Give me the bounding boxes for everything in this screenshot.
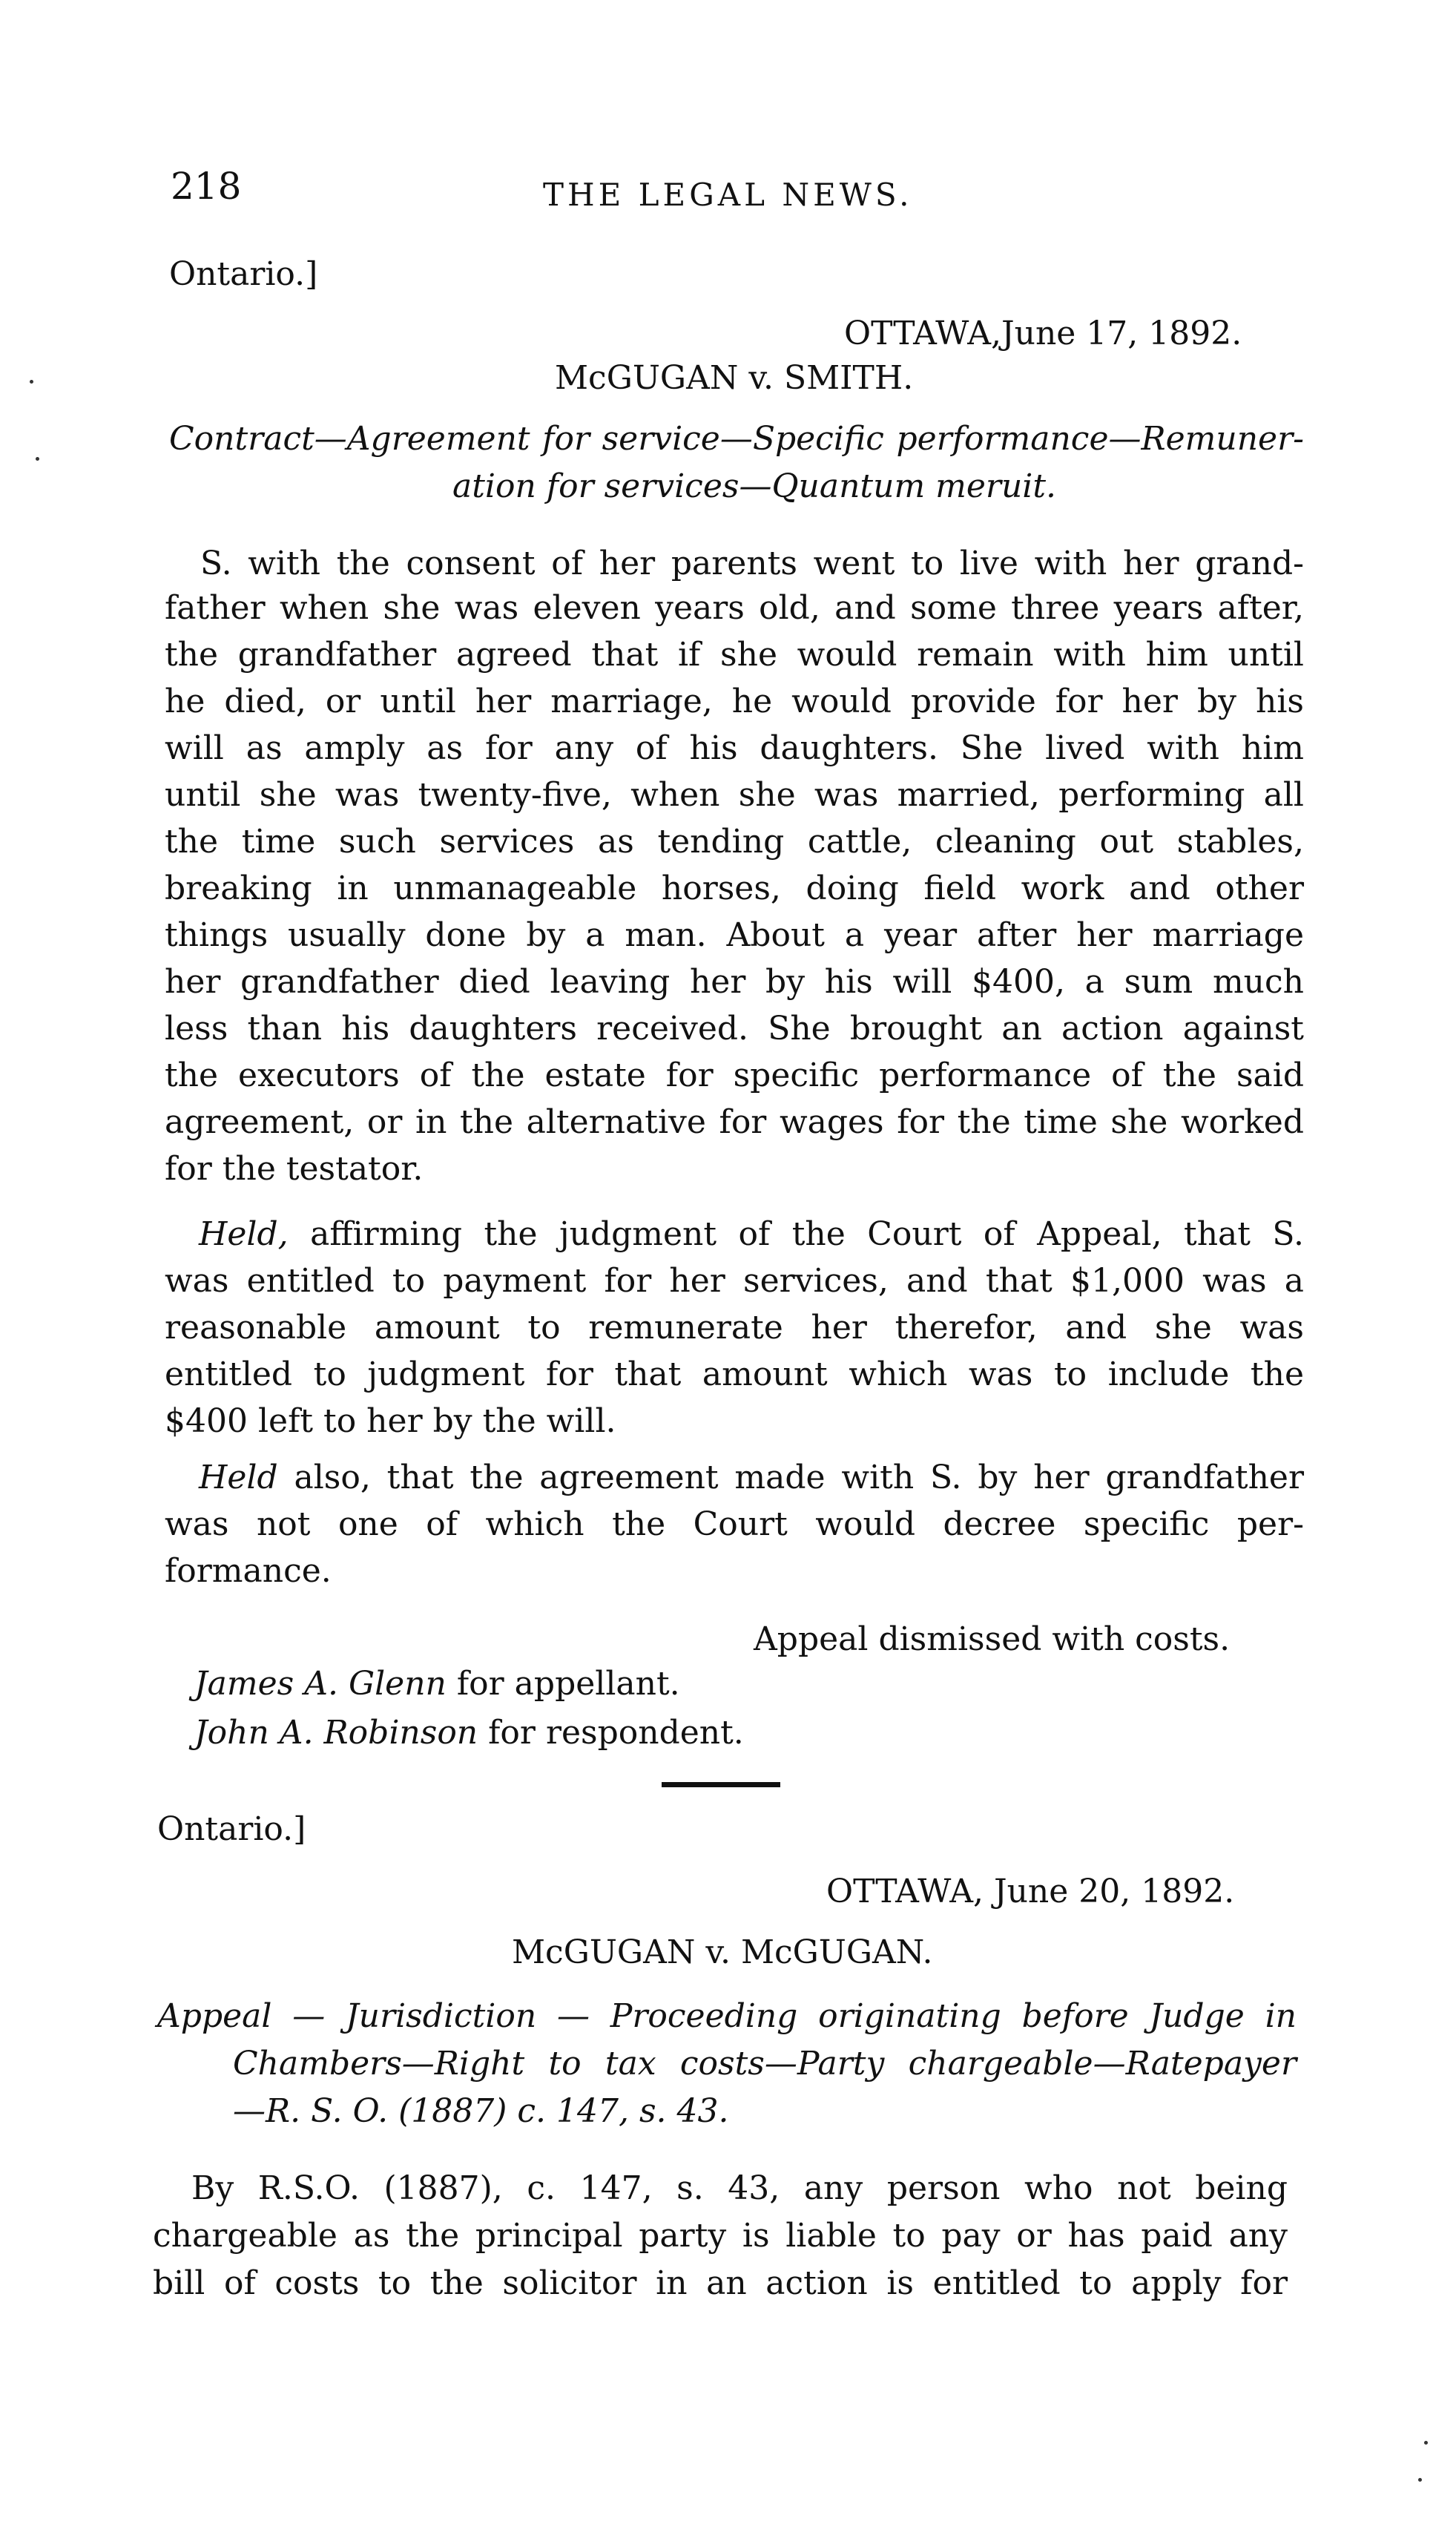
text-line: he died, or until her marriage, he would provide for her by his (165, 683, 1304, 720)
text-line: was entitled to payment for her services, and that $1,000 was a (165, 1262, 1304, 1300)
case1-counsel-respondent (194, 1711, 744, 1755)
scan-speck (36, 457, 39, 461)
text-line: things usually done by a man. About a year after her marriage (165, 916, 1304, 954)
text-line: agreement, or in the alternative for wages for the time she worked (165, 1103, 1304, 1141)
text-line: until she was twenty-five, when she was married, performing all (165, 776, 1304, 814)
text-line: will as amply as for any of his daughters. She lived with him (165, 729, 1304, 767)
text-line: the executors of the estate for specific performance of the said (165, 1056, 1304, 1094)
counsel-name: James A. Glenn (194, 1665, 447, 1703)
text-line: breaking in unmanageable horses, doing field work and other (165, 870, 1304, 907)
case2-headnote-line-3: —R. S. O. (1887) c. 147, s. 43. (233, 2092, 729, 2130)
text-line: $400 left to her by the will. (165, 1402, 616, 1440)
case1-province: Ontario.] (169, 255, 318, 293)
case2-place-date: OTTAWA, June 20, 1892. (826, 1873, 1235, 1910)
scan-speck (1418, 2478, 1422, 2482)
case1-result: Appeal dismissed with costs. (754, 1620, 1231, 1658)
held-word: Held, (199, 1215, 289, 1253)
text-line: S. with the consent of her parents went to live with her grand- (200, 545, 1304, 582)
text-line: father when she was eleven years old, and some three years after, (165, 589, 1304, 627)
case2-headnote-line-1: Appeal — Jurisdiction — Proceeding originating before Judge in (157, 1997, 1297, 2035)
held-text: affirming the judgment of the Court of Appeal, that S. (288, 1215, 1304, 1253)
held-text: also, that the agreement made with S. by her grandfather (277, 1459, 1304, 1496)
scan-speck (30, 380, 33, 384)
scan-speck (1424, 2441, 1428, 2445)
case1-place-date: OTTAWA,June 17, 1892. (844, 315, 1242, 352)
text-line: entitled to judgment for that amount which was to include the (165, 1355, 1304, 1393)
case1-headnote-line-1: Contract—Agreement for service—Specific performance—Remuner- (169, 420, 1304, 458)
counsel-name: John A. Robinson (194, 1714, 478, 1752)
text-line: the grandfather agreed that if she would remain with him until (165, 636, 1304, 674)
counsel-role: for appellant. (446, 1665, 680, 1703)
text-line: formance. (165, 1552, 332, 1590)
case1-headnote-line-2: ation for services—Quantum meruit. (452, 467, 1057, 505)
case2-parties: McGUGAN v. McGUGAN. (512, 1933, 933, 1971)
text-line (199, 1212, 1304, 1257)
text-line: for the testator. (165, 1150, 424, 1188)
counsel-role: for respondent. (478, 1714, 744, 1752)
case2-headnote-line-2: Chambers—Right to tax costs—Party chargeable—Ratepayer (233, 2045, 1297, 2083)
case1-counsel-appellant (194, 1662, 680, 1706)
case2-province: Ontario.] (157, 1810, 306, 1848)
text-line (199, 1456, 1304, 1500)
running-title: THE LEGAL NEWS. (543, 177, 913, 213)
text-line: reasonable amount to remunerate her therefor, and she was (165, 1309, 1304, 1347)
text-line: her grandfather died leaving her by his will $400, a sum much (165, 963, 1304, 1001)
held-word: Held (199, 1459, 278, 1496)
section-divider (662, 1782, 780, 1787)
case1-parties: McGUGAN v. SMITH. (555, 359, 914, 397)
text-line: was not one of which the Court would decree specific per- (165, 1505, 1304, 1543)
page-number: 218 (171, 165, 242, 208)
text-line: the time such services as tending cattle, cleaning out stables, (165, 823, 1304, 861)
text-line: By R.S.O. (1887), c. 147, s. 43, any person who not being (191, 2169, 1288, 2207)
text-line: bill of costs to the solicitor in an action is entitled to apply for (153, 2264, 1288, 2302)
text-line: less than his daughters received. She brought an action against (165, 1010, 1304, 1048)
text-line: chargeable as the principal party is liable to pay or has paid any (153, 2217, 1288, 2255)
